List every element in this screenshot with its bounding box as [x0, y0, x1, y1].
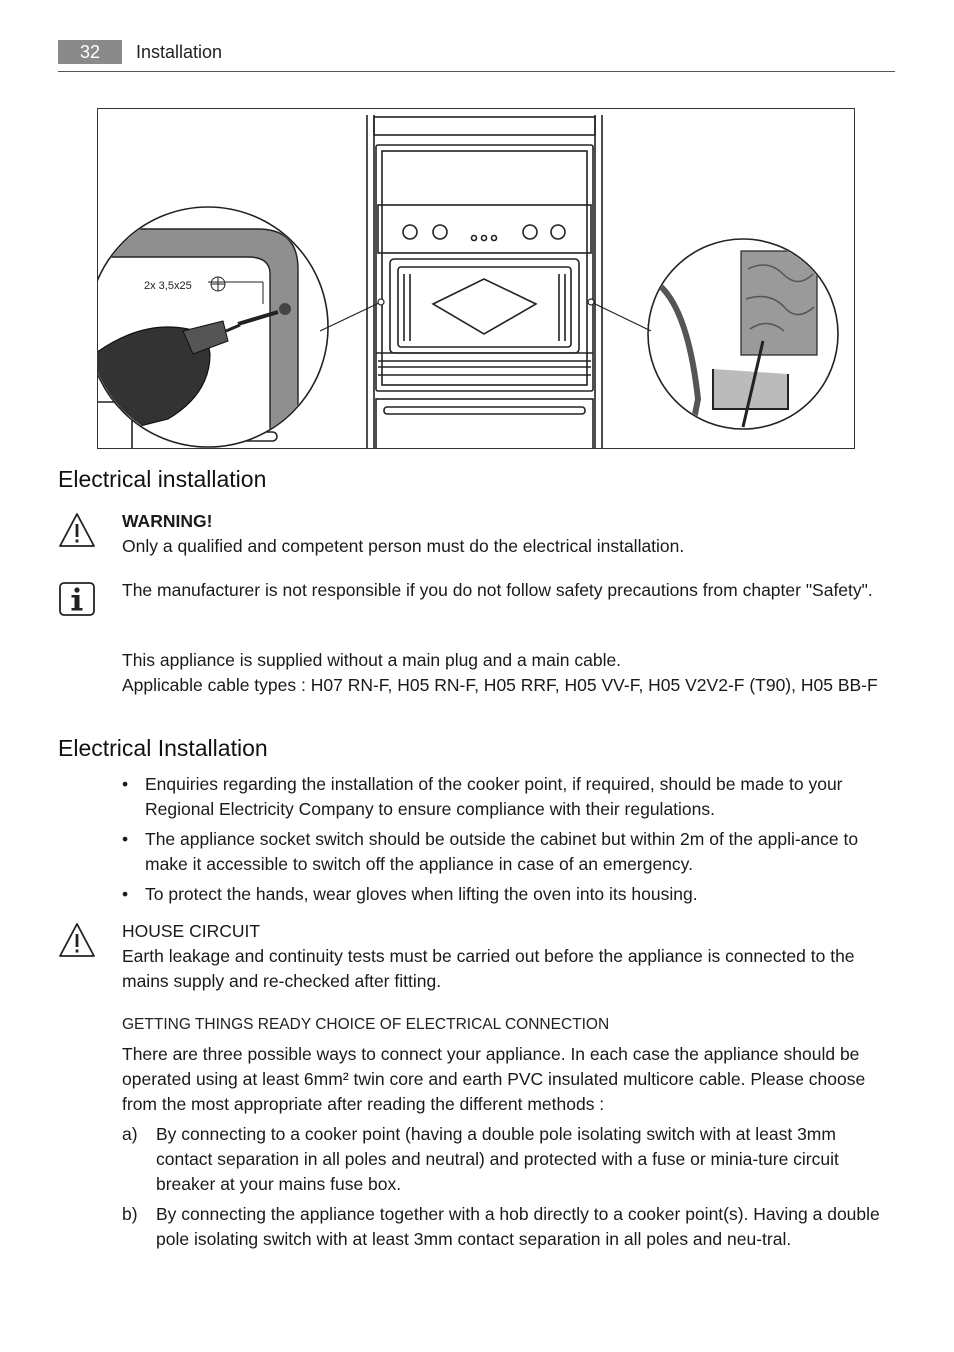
screw-size-label: 2x 3,5x25 — [144, 280, 192, 292]
list-item: • To protect the hands, wear gloves when lifting the oven into its housing. — [122, 884, 698, 904]
house-circuit-text: Earth leakage and continuity tests must be carried out before the appliance is connected to the mains supply and re-checked after fitting. — [122, 946, 855, 991]
oven-install-illustration — [98, 109, 855, 449]
installation-figure — [97, 108, 855, 449]
info-icon — [58, 581, 96, 617]
list-item: • Enquiries regarding the installation of the cooker point, if required, should be made to your Regional Electricity Company to ensure compliance with their regulations. — [122, 774, 843, 819]
list-item: b) By connecting the appliance together with a hob directly to a cooker point(s). Having a double pole isolating switch with at least 3mm contact separation in all poles and neu-tral. — [122, 1204, 880, 1249]
list-item: a) By connecting to a cooker point (having a double pole isolating switch with at least 3mm contact separation in all poles and neutral) and protected with a fuse or minia-ture circuit breaker at your mains fuse box. — [122, 1124, 839, 1194]
section-title-electrical-installation: Electrical installation — [58, 466, 267, 492]
section-title-electrical-installation-2: Electrical Installation — [58, 735, 268, 761]
house-circuit-title: HOUSE CIRCUIT — [122, 921, 261, 941]
bullet-list — [122, 772, 892, 912]
page-header — [58, 40, 895, 72]
warning-title: WARNING! — [122, 511, 213, 531]
info-text: The manufacturer is not responsible if you do not follow safety precautions from chapter "Safety". — [122, 580, 873, 600]
header-section-title: Installation — [136, 42, 223, 62]
warning-triangle-icon — [58, 512, 96, 548]
supply-text: This appliance is supplied without a main plug and a main cable. — [122, 650, 622, 670]
list-item: • The appliance socket switch should be outside the cabinet but within 2m of the appli-ance to make it accessible to switch off the appliance in case of an emergency. — [122, 829, 859, 874]
cable-types-text: Applicable cable types : H07 RN-F, H05 RN-F, H05 RRF, H05 VV-F, H05 V2V2-F (T90), H05 BB-F — [122, 675, 878, 695]
page-number: 32 — [58, 40, 122, 64]
warning-triangle-icon — [58, 922, 96, 958]
connection-intro: There are three possible ways to connect your appliance. In each case the appliance should be operated using at least 6mm² twin core and earth PVC insulated multicore cable. Please choose from the most appropriate after reading the different methods : — [122, 1044, 866, 1114]
warning-text: Only a qualified and competent person must do the electrical installation. — [122, 536, 685, 556]
connection-subheading: GETTING THINGS READY CHOICE OF ELECTRICAL CONNECTION — [122, 1016, 610, 1033]
